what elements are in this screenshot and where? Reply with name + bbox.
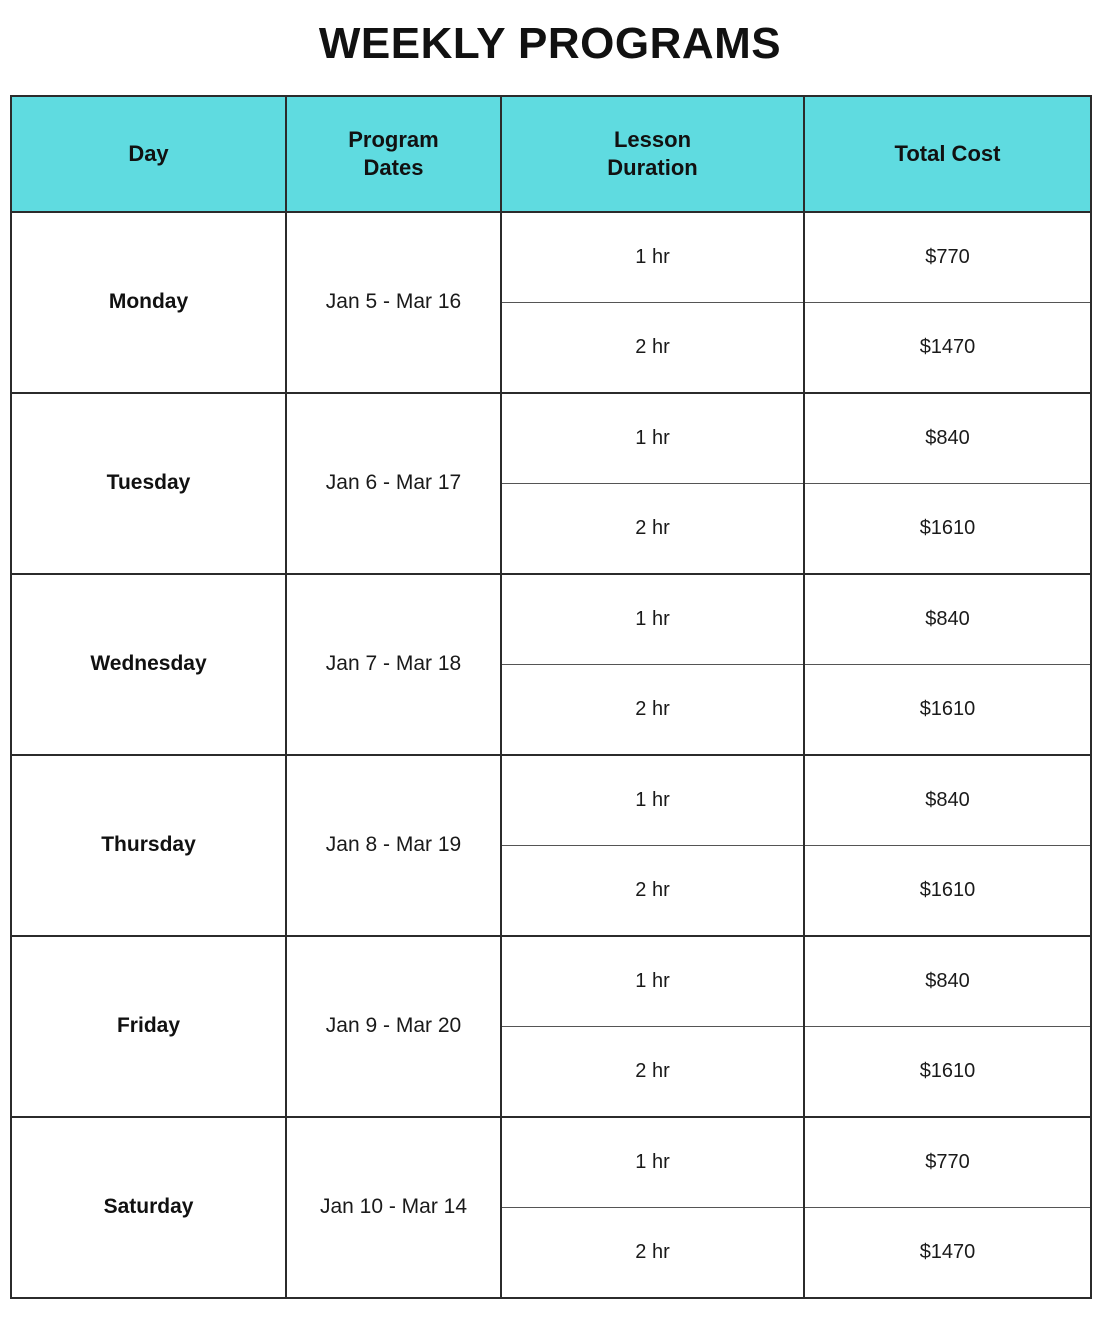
- table-row: [11, 936, 1091, 1027]
- cell-total-cost: $770: [804, 212, 1091, 303]
- table-row: [11, 1117, 1091, 1208]
- cell-lesson-duration: 1 hr: [501, 393, 804, 484]
- column-header-program-dates-line-2: Dates: [363, 154, 424, 180]
- table-header-row: [11, 96, 1091, 212]
- cell-day: Thursday: [11, 755, 286, 936]
- cell-total-cost: $1610: [804, 1026, 1091, 1117]
- cell-lesson-duration: 2 hr: [501, 483, 804, 574]
- cell-lesson-duration: 2 hr: [501, 1026, 804, 1117]
- cell-total-cost: $1470: [804, 302, 1091, 393]
- cell-program-dates: Jan 10 - Mar 14: [286, 1117, 501, 1298]
- cell-total-cost: $840: [804, 936, 1091, 1027]
- column-header-program-dates: [286, 96, 501, 212]
- cell-day: Tuesday: [11, 393, 286, 574]
- cell-program-dates: Jan 7 - Mar 18: [286, 574, 501, 755]
- cell-total-cost: $770: [804, 1117, 1091, 1208]
- column-header-lesson-duration-line-2: Duration: [607, 154, 698, 180]
- column-header-total-cost: [804, 96, 1091, 212]
- table-row: [11, 755, 1091, 846]
- column-header-lesson-duration-line-1: Lesson: [613, 127, 692, 153]
- column-header-total-cost-line-1: Total Cost: [894, 141, 1001, 167]
- cell-total-cost: $840: [804, 755, 1091, 846]
- table-row: [11, 393, 1091, 484]
- cell-lesson-duration: 1 hr: [501, 936, 804, 1027]
- cell-lesson-duration: 1 hr: [501, 1117, 804, 1208]
- cell-day: Wednesday: [11, 574, 286, 755]
- cell-lesson-duration: 2 hr: [501, 302, 804, 393]
- table-body: [11, 212, 1091, 1298]
- document-page: [0, 18, 1100, 1323]
- cell-program-dates: Jan 9 - Mar 20: [286, 936, 501, 1117]
- table-row: [11, 212, 1091, 303]
- column-header-day: [11, 96, 286, 212]
- cell-total-cost: $840: [804, 574, 1091, 665]
- cell-lesson-duration: 2 hr: [501, 845, 804, 936]
- cell-day: Saturday: [11, 1117, 286, 1298]
- cell-total-cost: $1610: [804, 664, 1091, 755]
- cell-lesson-duration: 1 hr: [501, 574, 804, 665]
- cell-program-dates: Jan 6 - Mar 17: [286, 393, 501, 574]
- cell-program-dates: Jan 5 - Mar 16: [286, 212, 501, 393]
- cell-lesson-duration: 1 hr: [501, 212, 804, 303]
- cell-lesson-duration: 1 hr: [501, 755, 804, 846]
- table-row: [11, 574, 1091, 665]
- cell-total-cost: $1470: [804, 1207, 1091, 1298]
- column-header-program-dates-line-1: Program: [348, 127, 439, 153]
- cell-program-dates: Jan 8 - Mar 19: [286, 755, 501, 936]
- page-title: WEEKLY PROGRAMS: [318, 19, 782, 68]
- cell-day: Monday: [11, 212, 286, 393]
- cell-total-cost: $840: [804, 393, 1091, 484]
- cell-day: Friday: [11, 936, 286, 1117]
- cell-total-cost: $1610: [804, 845, 1091, 936]
- column-header-day-line-1: Day: [128, 141, 169, 167]
- cell-lesson-duration: 2 hr: [501, 1207, 804, 1298]
- cell-lesson-duration: 2 hr: [501, 664, 804, 755]
- table-header: [11, 96, 1091, 212]
- weekly-programs-table: [10, 95, 1092, 1299]
- column-header-lesson-duration: [501, 96, 804, 212]
- cell-total-cost: $1610: [804, 483, 1091, 574]
- schedule-table-container: [10, 95, 1090, 1299]
